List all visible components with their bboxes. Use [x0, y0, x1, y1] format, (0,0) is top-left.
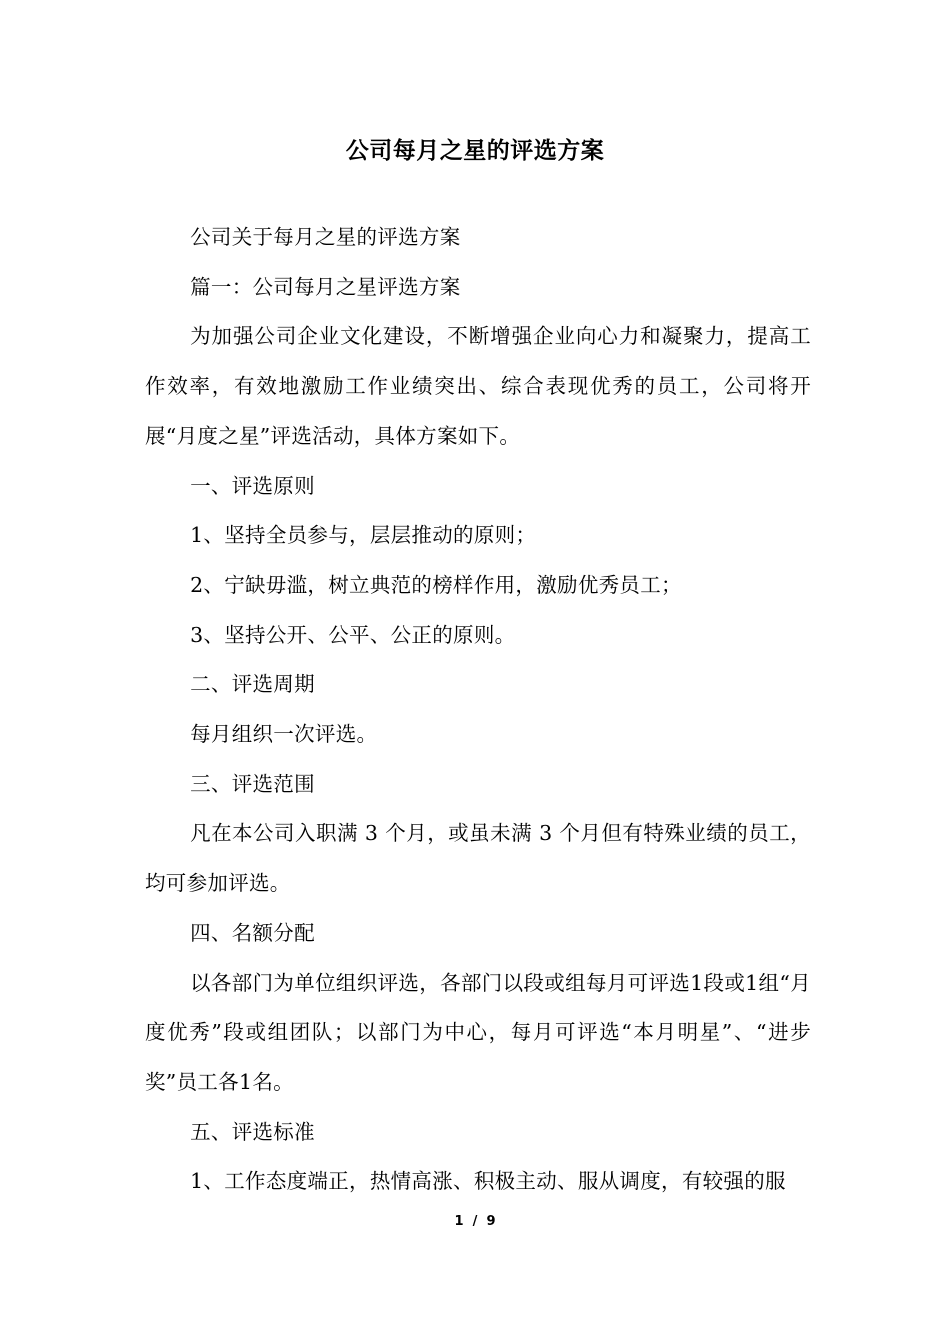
document-title: 公司每月之星的评选方案: [345, 138, 605, 164]
paragraph: 2、宁缺毋滥，树立典范的榜样作用，激励优秀员工；: [190, 572, 682, 597]
paragraph: 3、坚持公开、公平、公正的原则。: [190, 622, 516, 647]
paragraph: 篇一：公司每月之星评选方案: [190, 274, 461, 299]
section-heading: 一、评选原则: [190, 473, 315, 498]
paragraph: 公司关于每月之星的评选方案: [190, 225, 461, 249]
section-heading: 四、名额分配: [190, 920, 315, 945]
document-body: [145, 213, 811, 1207]
section-heading: 五、评选标准: [190, 1119, 315, 1144]
paragraph: 为加强公司企业文化建设，不断增强企业向心力和凝聚力，提高工作效率，有效地激励工作业绩突出、综合表现优秀的员工，公司将开展“月度之星”评选活动，具体方案如下。: [145, 324, 811, 448]
current-page: 1: [454, 1214, 464, 1229]
page-number: [0, 1213, 950, 1231]
paragraph: 凡在本公司入职满 3 个月，或虽未满 3 个月但有特殊业绩的员工，均可参加评选。: [145, 821, 811, 896]
paragraph: 每月组织一次评选。: [190, 722, 378, 747]
paragraph: 1、工作态度端正，热情高涨、积极主动、服从调度，有较强的服: [190, 1169, 786, 1194]
total-pages: 9: [486, 1214, 496, 1229]
page-separator: /: [472, 1214, 478, 1229]
section-heading: 三、评选范围: [190, 771, 315, 796]
paragraph: 1、坚持全员参与，层层推动的原则；: [190, 523, 537, 548]
section-heading: 二、评选周期: [190, 672, 315, 697]
paragraph: 以各部门为单位组织评选，各部门以段或组每月可评选1段或1组“月度优秀”段或组团队；以部门为中心，每月可评选“本月明星”、“进步奖”员工各1名。: [145, 970, 811, 1094]
